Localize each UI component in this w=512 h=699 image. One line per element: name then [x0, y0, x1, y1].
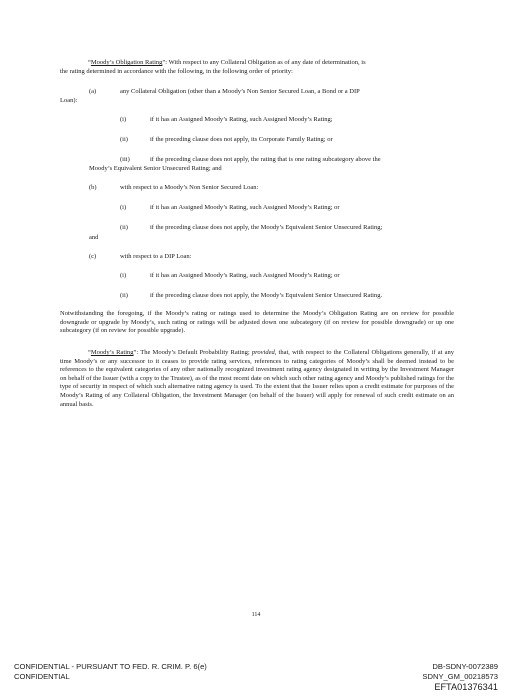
- clause-b-label: (b): [89, 184, 97, 191]
- provided-italic: provided: [251, 349, 275, 356]
- clause-a-iii-label: (iii): [120, 156, 130, 163]
- obligation-rating-intro: “Moody’s Obligation Rating”: With respect to any Collateral Obligation as of any date of determination, is: [88, 59, 366, 66]
- obligation-rating-term: Moody’s Obligation Rating: [90, 59, 163, 66]
- clause-c-text: with respect to a DIP Loan:: [120, 253, 192, 260]
- clause-b-i-text: if it has an Assigned Moody’s Rating, such Assigned Moody’s Rating; or: [150, 204, 340, 211]
- clause-c-label: (c): [89, 253, 97, 260]
- clause-b-ii-label: (ii): [120, 224, 128, 231]
- moodys-rating-term: Moody’s Rating: [90, 349, 134, 356]
- clause-a-i-label: (i): [120, 116, 127, 123]
- clause-a-ii-label: (ii): [120, 136, 128, 143]
- clause-c-i-text: if it has an Assigned Moody’s Rating, such Assigned Moody’s Rating; or: [150, 272, 340, 279]
- page-number: 114: [251, 612, 261, 618]
- footer-confidential-line2: CONFIDENTIAL: [14, 672, 70, 681]
- footer-bates-line2: SDNY_GM_00218573: [422, 672, 498, 681]
- footer-confidential-line1: CONFIDENTIAL - PURSUANT TO FED. R. CRIM. P. 6(e): [14, 662, 207, 671]
- moodys-rating-paragraph: “Moody’s Rating”: The Moody’s Default Probability Rating; provided, that, with respect to the Collateral Obligations generally, if at any time Moody’s or any successor to it ceases to provide rating services, references to rating categories of Moody’s shall be deemed instead to be references to the equivalent categories of any other nationally recognized investment rating agency designated in writing by the Investment Manager on behalf of the Issuer (with a copy to the Trustee), as of the most recent date on which such other rating agency and Moody’s published ratings for the type of security in respect of which such alternative rating agency is used. To the extent that the Issuer relies upon a credit estimate for purposes of the Moody’s Rating of any Collateral Obligation, the Investment Manager (on behalf of the Issuer) will apply for renewal of such credit estimate on an annual basis.: [60, 349, 454, 408]
- notwithstanding-paragraph: Notwithstanding the foregoing, if the Moody’s rating or ratings used to determine the Moody’s Obligation Rating are on review for possible downgrade or upgrade by Moody’s, such rating or ratings will be adjusted down one subcategory (if on review for possible downgrade) or up one subcategory (if on review for possible upgrade).: [60, 310, 454, 335]
- clause-a-iii-text: if the preceding clause does not apply, the rating that is one rating subcategory above the: [150, 156, 381, 163]
- clause-b-text: with respect to a Moody’s Non Senior Secured Loan:: [120, 184, 259, 191]
- footer-bates-line1: DB-SDNY-0072389: [432, 662, 498, 671]
- clause-b-i-label: (i): [120, 204, 127, 211]
- obligation-rating-intro-line2: the rating determined in accordance with the following, in the following order of priority:: [60, 68, 293, 75]
- clause-b-ii-text: if the preceding clause does not apply, the Moody’s Equivalent Senior Unsecured Rating;: [150, 224, 383, 231]
- clause-a-ii-text: if the preceding clause does not apply, its Corporate Family Rating; or: [150, 136, 333, 143]
- clause-c-i-label: (i): [120, 272, 127, 279]
- clause-c-ii-text: if the preceding clause does not apply, the Moody’s Equivalent Senior Unsecured Rating.: [150, 292, 383, 299]
- footer-efta-number: EFTA01376341: [434, 682, 498, 692]
- clause-a-i-text: if it has an Assigned Moody’s Rating, such Assigned Moody’s Rating;: [150, 116, 333, 123]
- clause-a-text: any Collateral Obligation (other than a Moody’s Non Senior Secured Loan, a Bond or a DIP: [120, 88, 360, 95]
- clause-a-label: (a): [89, 88, 97, 95]
- clause-a-text-line2: Loan):: [60, 97, 78, 104]
- clause-c-ii-label: (ii): [120, 292, 128, 299]
- clause-a-iii-text-line2: Moody’s Equivalent Senior Unsecured Rating; and: [89, 165, 222, 172]
- clause-b-trailer: and: [89, 234, 99, 241]
